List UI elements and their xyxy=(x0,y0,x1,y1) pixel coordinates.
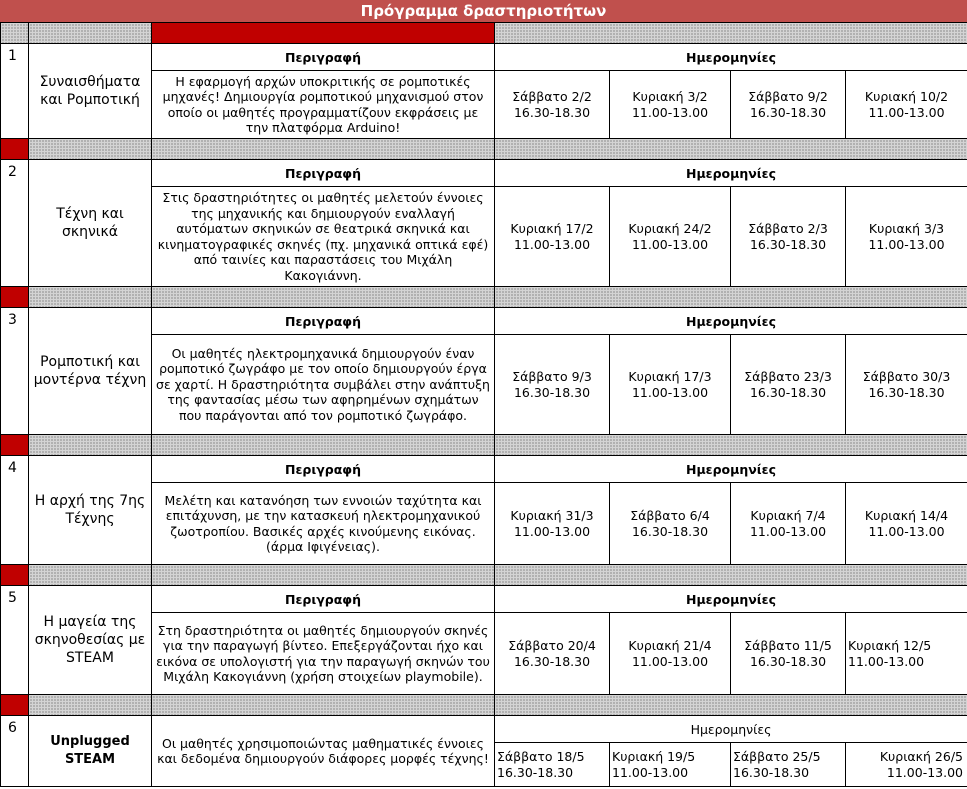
schedule-table xyxy=(0,22,967,787)
date-cell xyxy=(846,187,967,287)
date-cell xyxy=(495,335,610,435)
date-time: 16.30-18.30 xyxy=(868,384,945,400)
date-cell xyxy=(731,187,846,287)
activity-header-row xyxy=(1,44,967,71)
activity-description: Οι μαθητές χρησιμοποιώντας μαθηματικές έννοιες και δεδομένα δημιουργούν διάφορες μορφές τέχνης! xyxy=(152,716,495,787)
date-day: Σάββατο 9/2 xyxy=(748,88,828,104)
dates-header: Ημερομηνίες xyxy=(495,586,967,613)
date-time: 11.00-13.00 xyxy=(631,653,709,669)
date-cell xyxy=(846,71,967,139)
separator-cell xyxy=(1,565,29,586)
date-day: Σάββατο 20/4 xyxy=(508,637,596,653)
dates-header: Ημερομηνίες xyxy=(495,716,967,743)
description-header: Περιγραφή xyxy=(152,456,495,483)
date-cell xyxy=(731,483,846,565)
separator-cell xyxy=(29,139,152,160)
activity-name: Συναισθήματα και Ρομποτική xyxy=(29,44,152,139)
date-cell xyxy=(495,613,610,695)
activity-description: Μελέτη και κατανόηση των εννοιών ταχύτητα και επιτάχυνση, με την κατασκευή ηλεκτρομηχανικού ζωοτροπίου. Βασικές αρχές κινούμενης εικόνας. (άρμα Ιφιγένειας). xyxy=(152,483,495,565)
date-cell xyxy=(846,613,967,695)
date-day: Κυριακή 31/3 xyxy=(510,507,594,523)
date-time: 11.00-13.00 xyxy=(868,523,945,539)
separator-cell xyxy=(495,565,967,586)
date-day: Σάββατο 30/3 xyxy=(862,368,951,384)
separator-cell xyxy=(495,139,967,160)
date-day: Σάββατο 9/3 xyxy=(512,368,592,384)
activity-number: 1 xyxy=(1,44,29,139)
separator-cell xyxy=(152,23,495,44)
dates-header: Ημερομηνίες xyxy=(495,308,967,335)
separator-cell xyxy=(152,287,495,308)
description-header: Περιγραφή xyxy=(152,44,495,71)
date-time: 16.30-18.30 xyxy=(749,104,827,120)
date-day: Κυριακή 3/3 xyxy=(868,220,945,236)
date-day: Σάββατο 23/3 xyxy=(744,368,832,384)
date-day: Κυριακή 19/5 xyxy=(612,748,696,764)
activity-header-row xyxy=(1,456,967,483)
separator-cell xyxy=(495,23,967,44)
date-day: Κυριακή 7/4 xyxy=(750,507,826,523)
date-day: Σάββατο 6/4 xyxy=(630,507,710,523)
date-time: 16.30-18.30 xyxy=(497,764,574,780)
date-time: 16.30-18.30 xyxy=(513,104,591,120)
separator-cell xyxy=(495,695,967,716)
date-time: 11.00-13.00 xyxy=(868,236,945,252)
dates-header: Ημερομηνίες xyxy=(495,44,967,71)
date-cell xyxy=(495,187,610,287)
separator-row xyxy=(1,139,967,160)
date-day: Σάββατο 25/5 xyxy=(733,748,821,764)
dates-header: Ημερομηνίες xyxy=(495,160,967,187)
activity-name: Unplugged STEAM xyxy=(29,716,152,787)
description-header: Περιγραφή xyxy=(152,308,495,335)
separator-cell xyxy=(1,23,29,44)
date-day: Κυριακή 26/5 xyxy=(879,748,963,764)
date-cell xyxy=(846,743,967,787)
date-cell xyxy=(846,335,967,435)
separator-cell xyxy=(1,287,29,308)
activity-header-row xyxy=(1,160,967,187)
separator-cell xyxy=(29,435,152,456)
separator-cell xyxy=(1,695,29,716)
date-day: Κυριακή 12/5 xyxy=(848,637,932,653)
date-day: Κυριακή 3/2 xyxy=(632,88,708,104)
date-time: 11.00-13.00 xyxy=(749,523,827,539)
date-time: 11.00-13.00 xyxy=(612,764,689,780)
date-day: Κυριακή 21/4 xyxy=(628,637,712,653)
activity-description: Οι μαθητές ηλεκτρομηχανικά δημιουργούν έναν ρομποτικό ζωγράφο με τον οποίο δημιουργούν έργα σε χαρτί. Η δραστηριότητα συμβάλει στην ανάπτυξη της φαντασίας μέσω των αφηρημένων σχημάτων που παράγονται από τον ρομποτικό ζωγράφο. xyxy=(152,335,495,435)
activity-name: Ρομποτική και μοντέρνα τέχνη xyxy=(29,308,152,435)
date-day: Κυριακή 10/2 xyxy=(864,88,949,104)
date-cell xyxy=(610,613,731,695)
date-day: Κυριακή 14/4 xyxy=(864,507,949,523)
date-time: 16.30-18.30 xyxy=(513,653,591,669)
date-day: Σάββατο 2/2 xyxy=(512,88,592,104)
date-cell xyxy=(846,483,967,565)
date-time: 16.30-18.30 xyxy=(749,653,827,669)
separator-cell xyxy=(29,287,152,308)
separator-cell xyxy=(29,565,152,586)
date-time: 16.30-18.30 xyxy=(749,236,827,252)
separator-cell xyxy=(1,139,29,160)
separator-cell xyxy=(495,435,967,456)
date-day: Κυριακή 24/2 xyxy=(628,220,712,236)
activity-number: 5 xyxy=(1,586,29,695)
activity-number: 6 xyxy=(1,716,29,787)
date-cell xyxy=(610,335,731,435)
date-cell xyxy=(610,187,731,287)
separator-cell xyxy=(152,695,495,716)
date-day: Σάββατο 18/5 xyxy=(497,748,585,764)
page-title: Πρόγραμμα δραστηριοτήτων xyxy=(0,0,967,22)
activity-description: Η εφαρμογή αρχών υποκριτικής σε ρομποτικές μηχανές! Δημιουργία ρομποτικού μηχανισμού στον οποίο οι μαθητές προγραμματίζουν εκφράσεις με την πλατφόρμα Arduino! xyxy=(152,71,495,139)
date-cell xyxy=(610,71,731,139)
activity-number: 2 xyxy=(1,160,29,287)
date-day: Κυριακή 17/2 xyxy=(510,220,594,236)
separator-cell xyxy=(152,565,495,586)
date-time: 11.00-13.00 xyxy=(886,764,963,780)
date-time: 11.00-13.00 xyxy=(631,104,709,120)
date-day: Σάββατο 11/5 xyxy=(744,637,832,653)
separator-cell xyxy=(152,139,495,160)
date-time: 11.00-13.00 xyxy=(631,384,709,400)
separator-cell xyxy=(1,435,29,456)
date-time: 11.00-13.00 xyxy=(631,236,709,252)
date-cell xyxy=(495,743,610,787)
date-time: 16.30-18.30 xyxy=(749,384,827,400)
separator-cell xyxy=(495,287,967,308)
date-time: 16.30-18.30 xyxy=(631,523,709,539)
date-cell xyxy=(610,483,731,565)
separator-row xyxy=(1,23,967,44)
separator-row xyxy=(1,287,967,308)
date-time: 16.30-18.30 xyxy=(513,384,591,400)
activity-name: Τέχνη και σκηνικά xyxy=(29,160,152,287)
date-cell xyxy=(495,71,610,139)
activity-name: Η αρχή της 7ης Τέχνης xyxy=(29,456,152,565)
date-cell xyxy=(731,335,846,435)
activity-name: Η μαγεία της σκηνοθεσίας με STEAM xyxy=(29,586,152,695)
date-cell xyxy=(731,743,846,787)
activity-description: Στη δραστηριότητα οι μαθητές δημιουργούν σκηνές για την παραγωγή βίντεο. Επεξεργάζονται ήχο και εικόνα σε υπολογιστή για την παραγωγή σκηνών του Μιχάλη Κακογιάννη (χρήση στοιχείων playmobile). xyxy=(152,613,495,695)
date-time: 11.00-13.00 xyxy=(848,653,925,669)
separator-row xyxy=(1,435,967,456)
date-time: 11.00-13.00 xyxy=(513,523,591,539)
activity-number: 4 xyxy=(1,456,29,565)
separator-row xyxy=(1,565,967,586)
date-time: 11.00-13.00 xyxy=(513,236,591,252)
activity-number: 3 xyxy=(1,308,29,435)
description-header: Περιγραφή xyxy=(152,586,495,613)
activity-header-row xyxy=(1,716,967,743)
activity-header-row xyxy=(1,586,967,613)
date-cell xyxy=(731,613,846,695)
separator-cell xyxy=(29,23,152,44)
date-cell xyxy=(731,71,846,139)
date-day: Σάββατο 2/3 xyxy=(748,220,828,236)
separator-row xyxy=(1,695,967,716)
description-header: Περιγραφή xyxy=(152,160,495,187)
activity-header-row xyxy=(1,308,967,335)
separator-cell xyxy=(152,435,495,456)
date-cell xyxy=(610,743,731,787)
date-day: Κυριακή 17/3 xyxy=(628,368,712,384)
separator-cell xyxy=(29,695,152,716)
dates-header: Ημερομηνίες xyxy=(495,456,967,483)
date-time: 16.30-18.30 xyxy=(733,764,810,780)
date-time: 11.00-13.00 xyxy=(868,104,945,120)
activity-description: Στις δραστηριότητες οι μαθητές μελετούν έννοιες της μηχανικής και δημιουργούν εναλλαγή αυτόματων σκηνικών σε θεατρικά σκηνικά και κινηματογραφικές σκηνές (πχ. μηχανικά οπτικά εφέ) από ταινίες και παραστάσεις του Μιχάλη Κακογιάννη. xyxy=(152,187,495,287)
date-cell xyxy=(495,483,610,565)
